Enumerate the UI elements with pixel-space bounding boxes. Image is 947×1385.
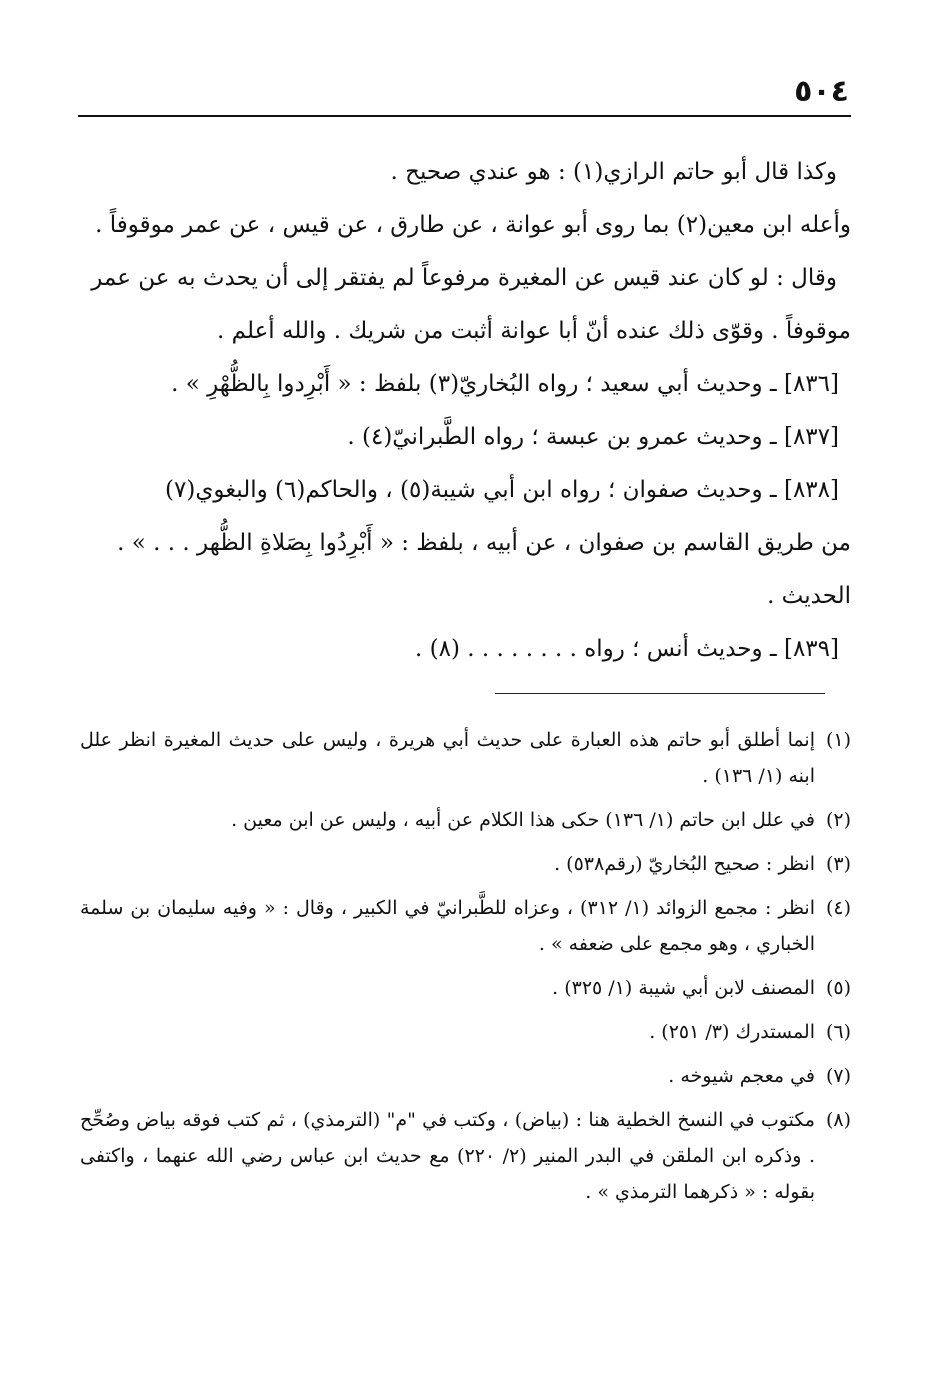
text-line: وأعله ابن معين(٢) بما روى أبو عوانة ، عن طارق ، عن قيس ، عن عمر موقوفاً . (95, 212, 851, 238)
footnote-item (80, 1014, 851, 1050)
footnote-text: المستدرك (٣/ ٢٥١) . (649, 1021, 815, 1043)
footnote-text: مكتوب في النسخ الخطية هنا : (بياض) ، وكتب في "م" (الترمذي) ، ثم كتب فوقه بياض وصُحِّح . وذكره ابن الملقن في البدر المنير (٢/ ٢٢٠) مع حديث ابن عباس رضي الله عنهما ، واكتفى بقوله : « ذكرهما الترمذي » . (80, 1109, 815, 1203)
text-line: وقال : لو كان عند قيس عن المغيرة مرفوعاً لم يفتقر إلى أن يحدث به عن عمر (91, 265, 837, 291)
footnote-item (80, 1102, 851, 1210)
page-number: ٥٠٤ (794, 74, 849, 109)
footnote-item (80, 722, 851, 794)
footnote-text: المصنف لابن أبي شيبة (١/ ٣٢٥) . (552, 977, 815, 999)
footnotes-section (80, 722, 851, 1218)
text-line: من طريق القاسم بن صفوان ، عن أبيه ، بلفظ : « أَبْرِدُوا بِصَلاةِ الظُّهر . . . » . (117, 530, 851, 556)
text-line: وكذا قال أبو حاتم الرازي(١) : هو عندي صحيح . (390, 159, 837, 185)
text-line: الحديث . (767, 583, 851, 609)
footnote-separator (495, 693, 825, 694)
hadith-entry-836: [٨٣٦] ـ وحديث أبي سعيد ؛ رواه البُخاريّ(٣) بلفظ : « أَبْرِدوا بِالظُّهْرِ » . (171, 371, 839, 397)
footnote-number: (٢) (825, 809, 851, 831)
footnote-text: إنما أطلق أبو حاتم هذه العبارة على حديث أبي هريرة ، وليس على حديث المغيرة انظر علل ابنه (١/ ١٣٦) . (80, 729, 815, 787)
footnote-text: في معجم شيوخه . (668, 1065, 815, 1087)
footnote-number: (٦) (825, 1021, 851, 1043)
hadith-entry-839: [٨٣٩] ـ وحديث أنس ؛ رواه . . . . . . . . (٨) . (414, 636, 839, 662)
footnote-number: (٧) (825, 1065, 851, 1087)
hadith-entry-837: [٨٣٧] ـ وحديث عمرو بن عبسة ؛ رواه الطَّبرانيّ(٤) . (347, 424, 839, 450)
footnote-number: (٨) (825, 1109, 851, 1131)
footnote-text: انظر : مجمع الزوائد (١/ ٣١٢) ، وعزاه للطَّبرانيّ في الكبير ، وقال : « وفيه سليمان بن سلمة الخباري ، وهو مجمع على ضعفه » . (80, 897, 815, 955)
footnote-text: في علل ابن حاتم (١/ ١٣٦) حكى هذا الكلام عن أبيه ، وليس عن ابن معين . (231, 809, 815, 831)
footnote-number: (٣) (825, 853, 851, 875)
footnote-item (80, 970, 851, 1006)
footnote-item (80, 890, 851, 962)
text-line: موقوفاً . وقوّى ذلك عنده أنّ أبا عوانة أثبت من شريك . والله أعلم . (217, 318, 851, 344)
header-rule (78, 115, 851, 117)
footnote-number: (٤) (825, 897, 851, 919)
footnote-number: (١) (825, 729, 851, 751)
footnote-item (80, 846, 851, 882)
main-text (78, 146, 851, 676)
hadith-entry-838: [٨٣٨] ـ وحديث صفوان ؛ رواه ابن أبي شيبة(٥) ، والحاكم(٦) والبغوي(٧) (165, 477, 839, 503)
footnote-item (80, 1058, 851, 1094)
footnote-number: (٥) (825, 977, 851, 999)
footnote-text: انظر : صحيح البُخاريّ (رقم٥٣٨) . (554, 853, 815, 875)
footnote-item (80, 802, 851, 838)
